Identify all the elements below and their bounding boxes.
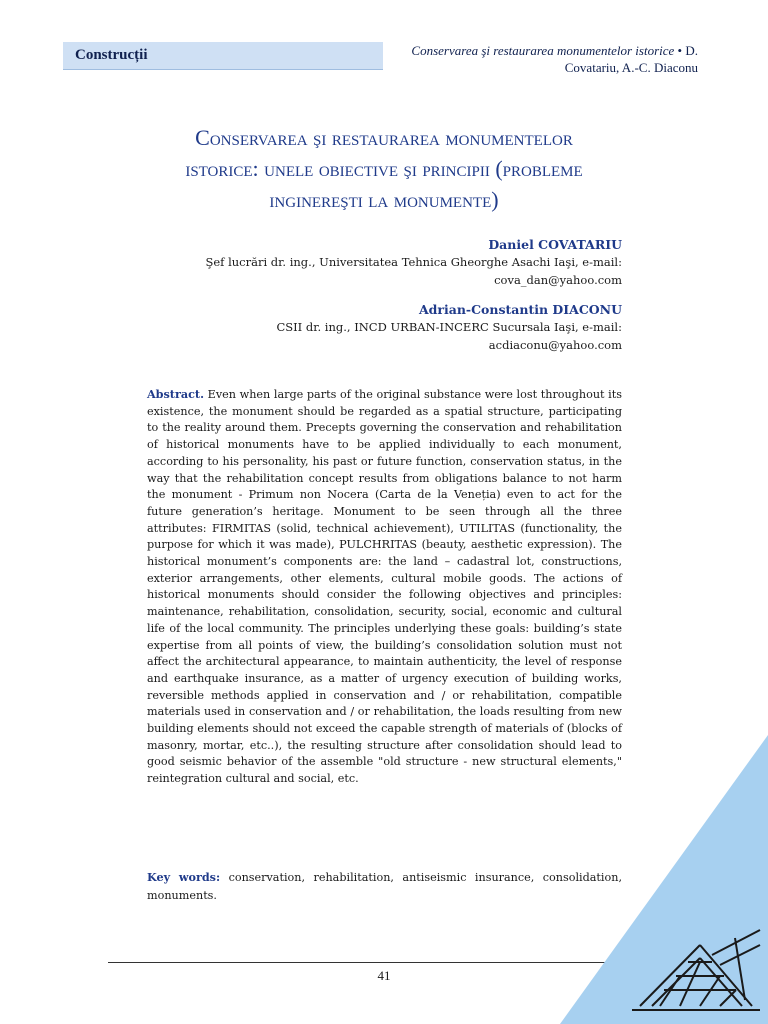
- title-line-1: Conservarea şi restaurarea monumentelor: [195, 125, 573, 150]
- author-affiliation: Şef lucrări dr. ing., Universitatea Tehnica Gheorghe Asachi Iaşi, e-mail:: [205, 255, 622, 269]
- author-email[interactable]: acdiaconu@yahoo.com: [488, 338, 622, 352]
- author-email[interactable]: cova_dan@yahoo.com: [494, 273, 622, 287]
- author-name: Adrian-Constantin DIACONU: [418, 302, 622, 317]
- running-authors: • D. Covatariu, A.-C. Diaconu: [564, 43, 698, 75]
- abstract-label: Abstract.: [147, 387, 204, 401]
- title-line-3: inginereşti la monumente): [269, 187, 499, 212]
- page-number: 41: [377, 968, 391, 983]
- keywords-text: conservation, rehabilitation, antiseismic insurance, consolidation, monuments.: [147, 871, 623, 902]
- keywords-label: Key words:: [147, 870, 221, 884]
- author-name: Daniel COVATARIU: [488, 237, 622, 252]
- running-title: Conservarea şi restaurarea monumentelor istorice: [411, 43, 675, 58]
- author-affiliation: CSII dr. ing., INCD URBAN-INCERC Sucursala Iaşi, e-mail:: [276, 320, 622, 334]
- section-label-text: Construcții: [75, 47, 148, 63]
- abstract-text: Even when large parts of the original substance were lost throughout its existence, the monument should be regarded as a spatial structure, participating to the reality around them. Precepts governing the conservation and rehabilitation of historical monuments have to be applied individually to each monument, according to his personality, his past or future function, conservation status, in the way that the rehabilitation concept results from obligations balance to not harm the monument - Primum non Nocera (Carta de la Veneția) even to act for the future generation’s heritage. Monument to be seen through all the three attributes: FIRMITAS (solid, technical achievement), UTILITAS (functionality, the purpose for which it was made), PULCHRITAS (beauty, aesthetic expression). The historical monument’s components are: the land – cadastral lot, constructions, exterior arrangements, other elements, cultural mobile goods. The actions of historical monuments should consider the following objectives and principles: maintenance, rehabilitation, consolidation, security, social, economic and cultural life of the local community. The principles underlying these goals: building’s state expertise from all points of view, the building’s consolidation solution must not affect the architectural appearance, to maintain authenticity, the level of response and earthquake insurance, as a matter of urgency execution of building works, reversible methods applied in conservation and / or rehabilitation, compatible materials used in conservation and / or rehabilitation, the loads resulting from new building elements should not exceed the capable strength of materials of (blocks of masonry, mortar, etc..), the resulting structure after consolidation should lead to good seismic behavior of the assemble "old structure - new structural elements," reintegration cultural and social, etc.: [147, 388, 622, 786]
- title-line-2: istorice: unele obiective şi principii (probleme: [185, 156, 583, 181]
